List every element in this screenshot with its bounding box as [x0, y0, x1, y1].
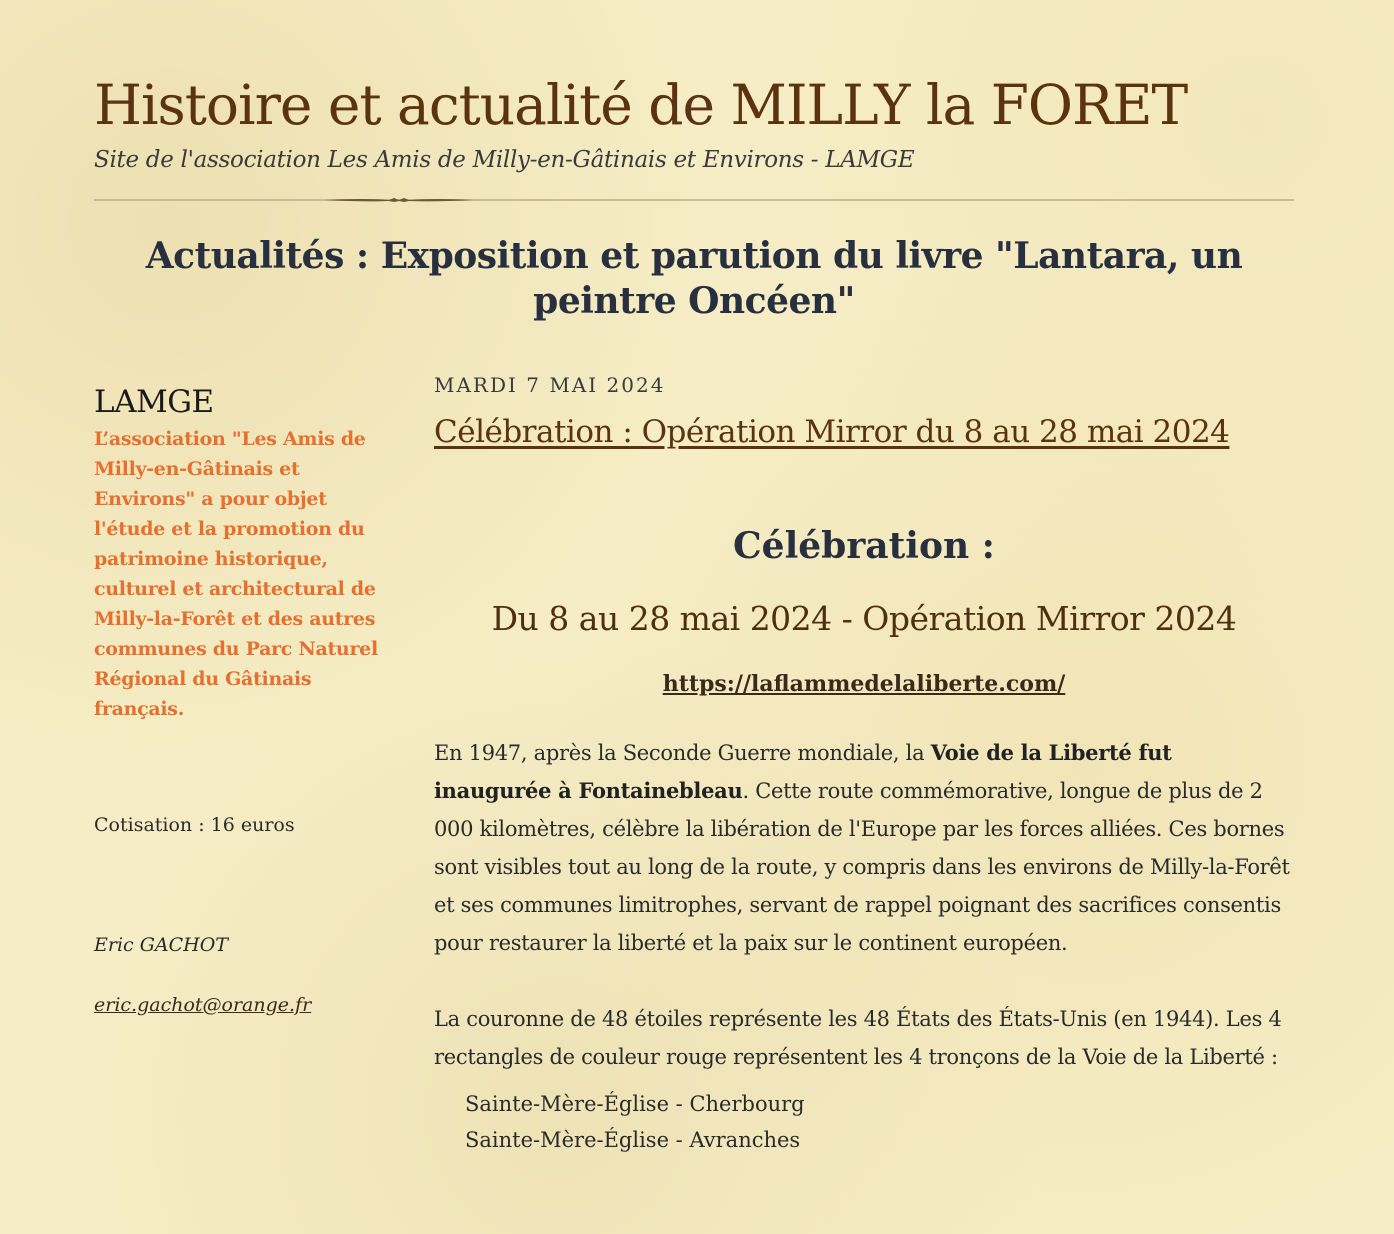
- list-item: Sainte-Mère-Église - Cherbourg: [465, 1092, 805, 1116]
- sidebar-about-text: L’association "Les Amis de Milly-en-Gâtinais et Environs" a pour objet l'étude et la promotion du patrimoine historique, culturel et architectural de Milly-la-Forêt et des autres communes du Parc Naturel Régional du Gâtinais français.: [94, 428, 378, 720]
- author-email-link[interactable]: eric.gachot@orange.fr: [94, 994, 312, 1016]
- post-subheading: Du 8 au 28 mai 2024 - Opération Mirror 2024: [491, 599, 1237, 638]
- divider-rule: [94, 199, 1294, 201]
- list-item: Sainte-Mère-Église - Avranches: [465, 1128, 801, 1152]
- sidebar-title: LAMGE: [94, 384, 214, 420]
- page-heading: Actualités : Exposition et parution du livre "Lantara, un peintre Oncéen": [145, 235, 1243, 322]
- post-content: [434, 370, 1294, 1158]
- post-paragraph-1: [434, 734, 1294, 962]
- author-name: Eric GACHOT: [94, 934, 228, 956]
- post-heading: Célébration :: [733, 525, 995, 567]
- sidebar: [94, 380, 399, 1016]
- post-title-link[interactable]: Célébration : Opération Mirror du 8 au 28 mai 2024: [434, 414, 1230, 450]
- site-header: [94, 70, 1294, 176]
- paragraph-1-bold: Voie de la Liberté fut inaugurée à Fontainebleau: [434, 740, 1172, 803]
- divider-ornament-icon: [324, 197, 474, 203]
- site-title[interactable]: Histoire et actualité de MILLY la FORET: [94, 73, 1188, 137]
- post-date: MARDI 7 MAI 2024: [434, 373, 666, 397]
- paragraph-1-end: . Cette route commémorative, longue de plus de 2 000 kilomètres, célèbre la libération de l'Europe par les forces alliées. Ces bornes sont visibles tout au long de la route, y compris dans les environs de Milly-la-Forêt et ses communes limitrophes, servant de rappel poignant des sacrifices consentis pour restaurer la liberté et la paix sur le continent européen.: [434, 779, 1290, 955]
- header-divider: [94, 197, 1294, 205]
- site-description: Site de l'association Les Amis de Milly-en-Gâtinais et Environs - LAMGE: [94, 147, 915, 173]
- post-paragraph-2: La couronne de 48 étoiles représente les 48 États des États-Unis (en 1944). Les 4 rectangles de couleur rouge représentent les 4 tronçons de la Voie de la Liberté :: [434, 1007, 1282, 1069]
- membership-fee: Cotisation : 16 euros: [94, 814, 295, 836]
- external-link-paragraph: [434, 668, 1294, 700]
- route-list: [434, 1086, 1294, 1158]
- paragraph-1-start: En 1947, après la Seconde Guerre mondiale, la: [434, 741, 931, 765]
- external-link[interactable]: https://laflammedelaliberte.com/: [662, 671, 1066, 697]
